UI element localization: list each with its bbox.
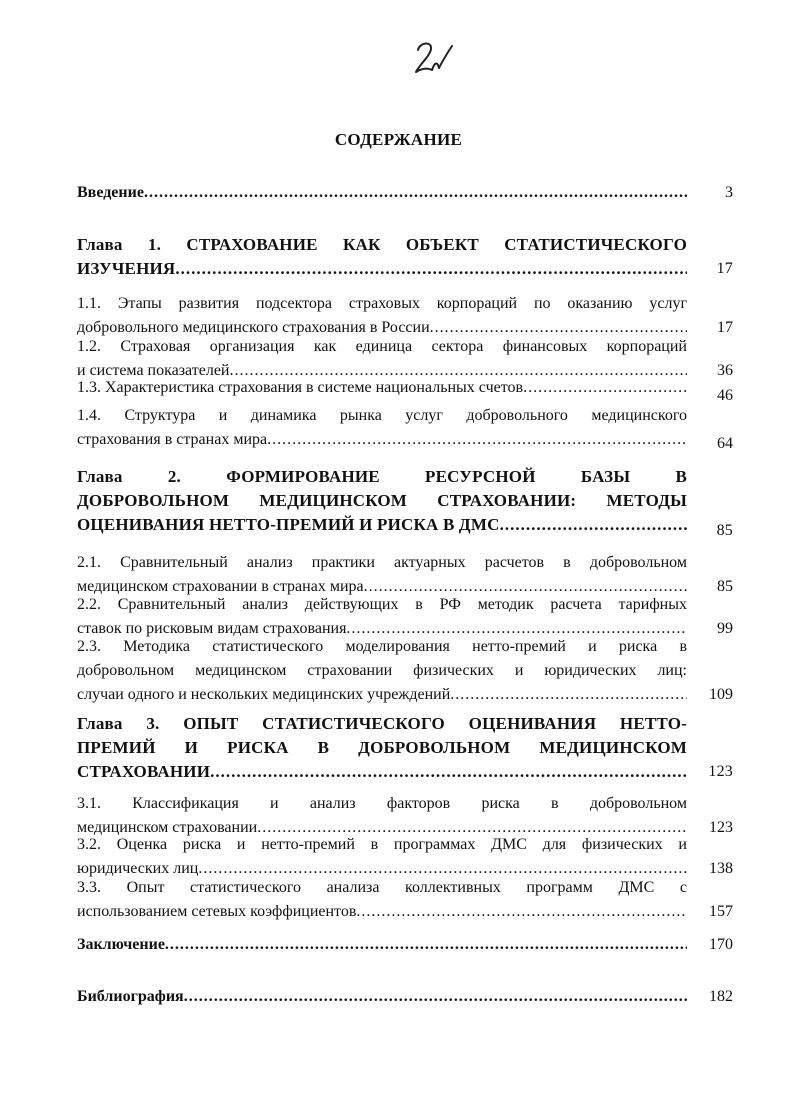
page-number: 64 xyxy=(717,435,733,452)
dot-leader xyxy=(184,985,687,1009)
entry-text: юридических лиц xyxy=(77,860,199,877)
toc-entry-section-1-3[interactable] xyxy=(77,376,733,404)
entry-text: ставок по рисковым видам страхования xyxy=(77,620,347,637)
toc-entry-chapter-2[interactable] xyxy=(77,465,733,537)
entry-text: ИЗУЧЕНИЯ xyxy=(77,259,176,278)
toc-entry-section-2-1[interactable] xyxy=(77,551,733,599)
dot-leader xyxy=(144,181,687,205)
entry-text: Введение xyxy=(77,184,144,201)
toc-entry-section-3-2[interactable] xyxy=(77,833,733,881)
page-number: 170 xyxy=(709,936,733,953)
dot-leader xyxy=(165,933,687,957)
page-number: 99 xyxy=(717,620,733,637)
dot-leader xyxy=(523,376,687,400)
page-number: 109 xyxy=(709,686,733,703)
dot-leader xyxy=(500,513,687,537)
entry-text: страхования в странах мира xyxy=(77,431,268,448)
entry-text: медицинском страховании xyxy=(77,819,258,836)
toc-entry-chapter-3[interactable] xyxy=(77,712,733,784)
entry-text: ОЦЕНИВАНИЯ НЕТТО-ПРЕМИЙ И РИСКА В ДМС xyxy=(77,515,500,534)
dot-leader xyxy=(175,257,687,281)
page-number: 123 xyxy=(708,763,733,780)
entry-text: случаи одного и нескольких медицинских учреждений xyxy=(77,686,451,703)
page-number: 123 xyxy=(709,819,733,836)
page-number: 3 xyxy=(725,184,733,201)
entry-text: и система показателей xyxy=(77,362,230,379)
toc-entry-section-1-4[interactable] xyxy=(77,404,733,452)
dot-leader xyxy=(356,900,687,924)
page-number: 85 xyxy=(716,522,733,539)
entry-text: добровольного медицинского страхования в России xyxy=(77,319,430,336)
entry-text: ПРЕМИЙ И РИСКА В ДОБРОВОЛЬНОМ МЕДИЦИНСКОМ xyxy=(77,738,687,757)
toc-entry-section-3-3[interactable] xyxy=(77,876,733,924)
entry-text: 1.2. Страховая организация как единица сектора финансовых корпораций xyxy=(77,338,687,355)
toc-entry-section-2-2[interactable] xyxy=(77,593,733,641)
entry-text: Библиография xyxy=(77,988,184,1005)
toc-entry-section-2-3[interactable] xyxy=(77,635,733,707)
dot-leader xyxy=(210,760,687,784)
entry-text: Заключение xyxy=(77,936,165,953)
toc-entry-section-1-1[interactable] xyxy=(77,292,733,340)
toc-entry-bibliography[interactable] xyxy=(77,985,733,1009)
page-number: 157 xyxy=(709,903,733,920)
toc-entry-conclusion[interactable] xyxy=(77,933,733,957)
entry-text: ДОБРОВОЛЬНОМ МЕДИЦИНСКОМ СТРАХОВАНИИ: МЕТОДЫ xyxy=(77,491,687,510)
entry-text: Глава 1. СТРАХОВАНИЕ КАК ОБЪЕКТ СТАТИСТИЧЕСКОГО xyxy=(77,235,687,254)
entry-text: 3.3. Опыт статистического анализа коллективных программ ДМС с xyxy=(77,879,687,896)
entry-text: СТРАХОВАНИИ xyxy=(77,762,211,781)
dot-leader xyxy=(450,683,687,707)
handwritten-page-mark xyxy=(412,38,456,78)
entry-text: Глава 2. ФОРМИРОВАНИЕ РЕСУРСНОЙ БАЗЫ В xyxy=(77,467,687,486)
entry-text: 1.1. Этапы развития подсектора страховых корпораций по оказанию услуг xyxy=(77,295,687,312)
page-number: 46 xyxy=(717,387,733,404)
entry-text: 3.1. Классификация и анализ факторов риска в добровольном xyxy=(77,795,687,812)
page-number: 36 xyxy=(717,362,733,379)
entry-text: добровольном медицинском страховании физических и юридических лиц: xyxy=(77,662,687,679)
entry-text: 2.2. Сравнительный анализ действующих в РФ методик расчета тарифных xyxy=(77,596,687,613)
entry-text: использованием сетевых коэффициентов xyxy=(77,903,357,920)
entry-text: 1.3. Характеристика страхования в системе национальных счетов xyxy=(77,379,524,396)
entry-text: 3.2. Оценка риска и нетто-премий в программах ДМС для физических и xyxy=(77,836,687,853)
page-number: 17 xyxy=(716,260,733,277)
entry-text: 2.1. Сравнительный анализ практики актуарных расчетов в добровольном xyxy=(77,554,687,571)
toc-entry-chapter-1[interactable] xyxy=(77,233,733,281)
entry-text: Глава 3. ОПЫТ СТАТИСТИЧЕСКОГО ОЦЕНИВАНИЯ НЕТТО- xyxy=(77,714,687,733)
toc-title: СОДЕРЖАНИЕ xyxy=(334,130,463,149)
page-number: 85 xyxy=(717,578,733,595)
entry-text: 2.3. Методика статистического моделирования нетто-премий и риска в xyxy=(77,638,687,655)
toc-entry-introduction[interactable] xyxy=(77,181,733,205)
page-number: 138 xyxy=(709,860,733,877)
entry-text: медицинском страховании в странах мира xyxy=(77,578,364,595)
entry-text: 1.4. Структура и динамика рынка услуг добровольного медицинского xyxy=(77,407,687,424)
page-number: 182 xyxy=(709,988,733,1005)
page-number: 17 xyxy=(717,319,733,336)
dot-leader xyxy=(267,428,687,452)
